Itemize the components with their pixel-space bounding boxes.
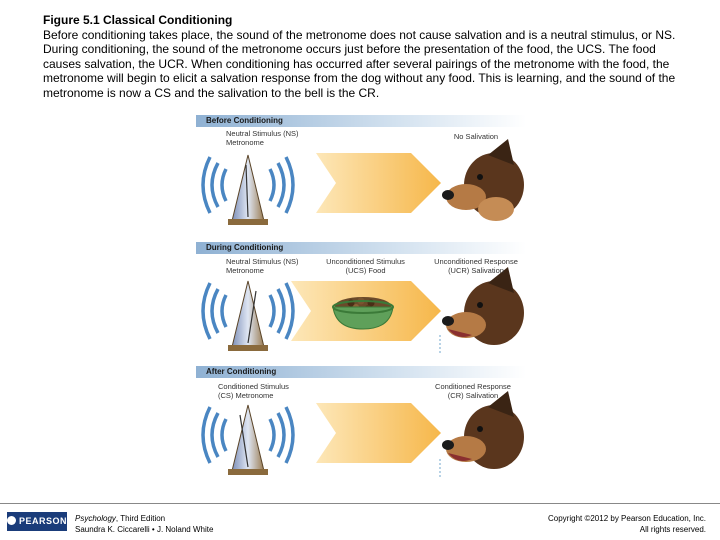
label-before-response: No Salivation [453,132,499,141]
label-during-stimulus: Neutral Stimulus (NS) Metronome [226,257,299,275]
copyright-notice [548,513,706,535]
figure-title: Figure 5.1 Classical Conditioning [43,13,233,27]
metronome-icon [228,155,268,225]
illustration-graphics [196,113,526,493]
band-after-conditioning: After Conditioning [196,366,526,378]
arrow-before [316,153,441,213]
label-before-stimulus: Neutral Stimulus (NS) Metronome [226,129,299,147]
dog-head-icon [442,139,524,221]
label-during-ucs: Unconditioned Stimulus (UCS) Food [326,257,405,275]
label-after-response: Conditioned Response (CR) Salivation [435,382,511,400]
metronome-icon [228,405,268,475]
dog-head-salivating-icon [440,267,524,353]
classical-conditioning-illustration [196,113,526,493]
book-edition: , Third Edition [115,514,166,523]
label-after-stimulus: Conditioned Stimulus (CS) Metronome [218,382,289,400]
arrow-after [316,403,441,463]
footer-divider [0,503,720,504]
metronome-icon [228,281,268,351]
figure-description: Before conditioning takes place, the sound of the metronome does not cause salvation and is a neutral stimulus, or NS. During conditioning, the sound of the metronome occurs just before the presentation of the food, the UCS. The food causes salvation, the UCR. When conditioning has occurred after several pairings of the metronome with the food, the metronome will begin to elicit a salvation response from the dog without any food. This is learning, and the sound of the metronome is now a CS and the salivation to the bell is the CR. [43,27,676,100]
during-panel-graphics [203,267,524,353]
pearson-logo-icon [7,516,16,525]
book-title: Psychology [75,514,116,523]
label-during-ucr: Unconditioned Response (UCR) Salivation [434,257,518,275]
rights-line: All rights reserved. [639,525,706,534]
publisher-logo: PEARSON [7,512,67,531]
band-before-conditioning: Before Conditioning [196,115,526,127]
copyright-line: Copyright ©2012 by Pearson Education, Inc. [548,514,706,523]
dog-head-salivating-icon [440,391,524,479]
book-citation [75,513,213,535]
figure-caption [43,13,693,100]
before-panel-graphics [203,139,524,225]
band-during-conditioning: During Conditioning [196,242,526,254]
book-authors: Saundra K. Ciccarelli • J. Noland White [75,525,214,534]
after-panel-graphics [203,391,524,479]
